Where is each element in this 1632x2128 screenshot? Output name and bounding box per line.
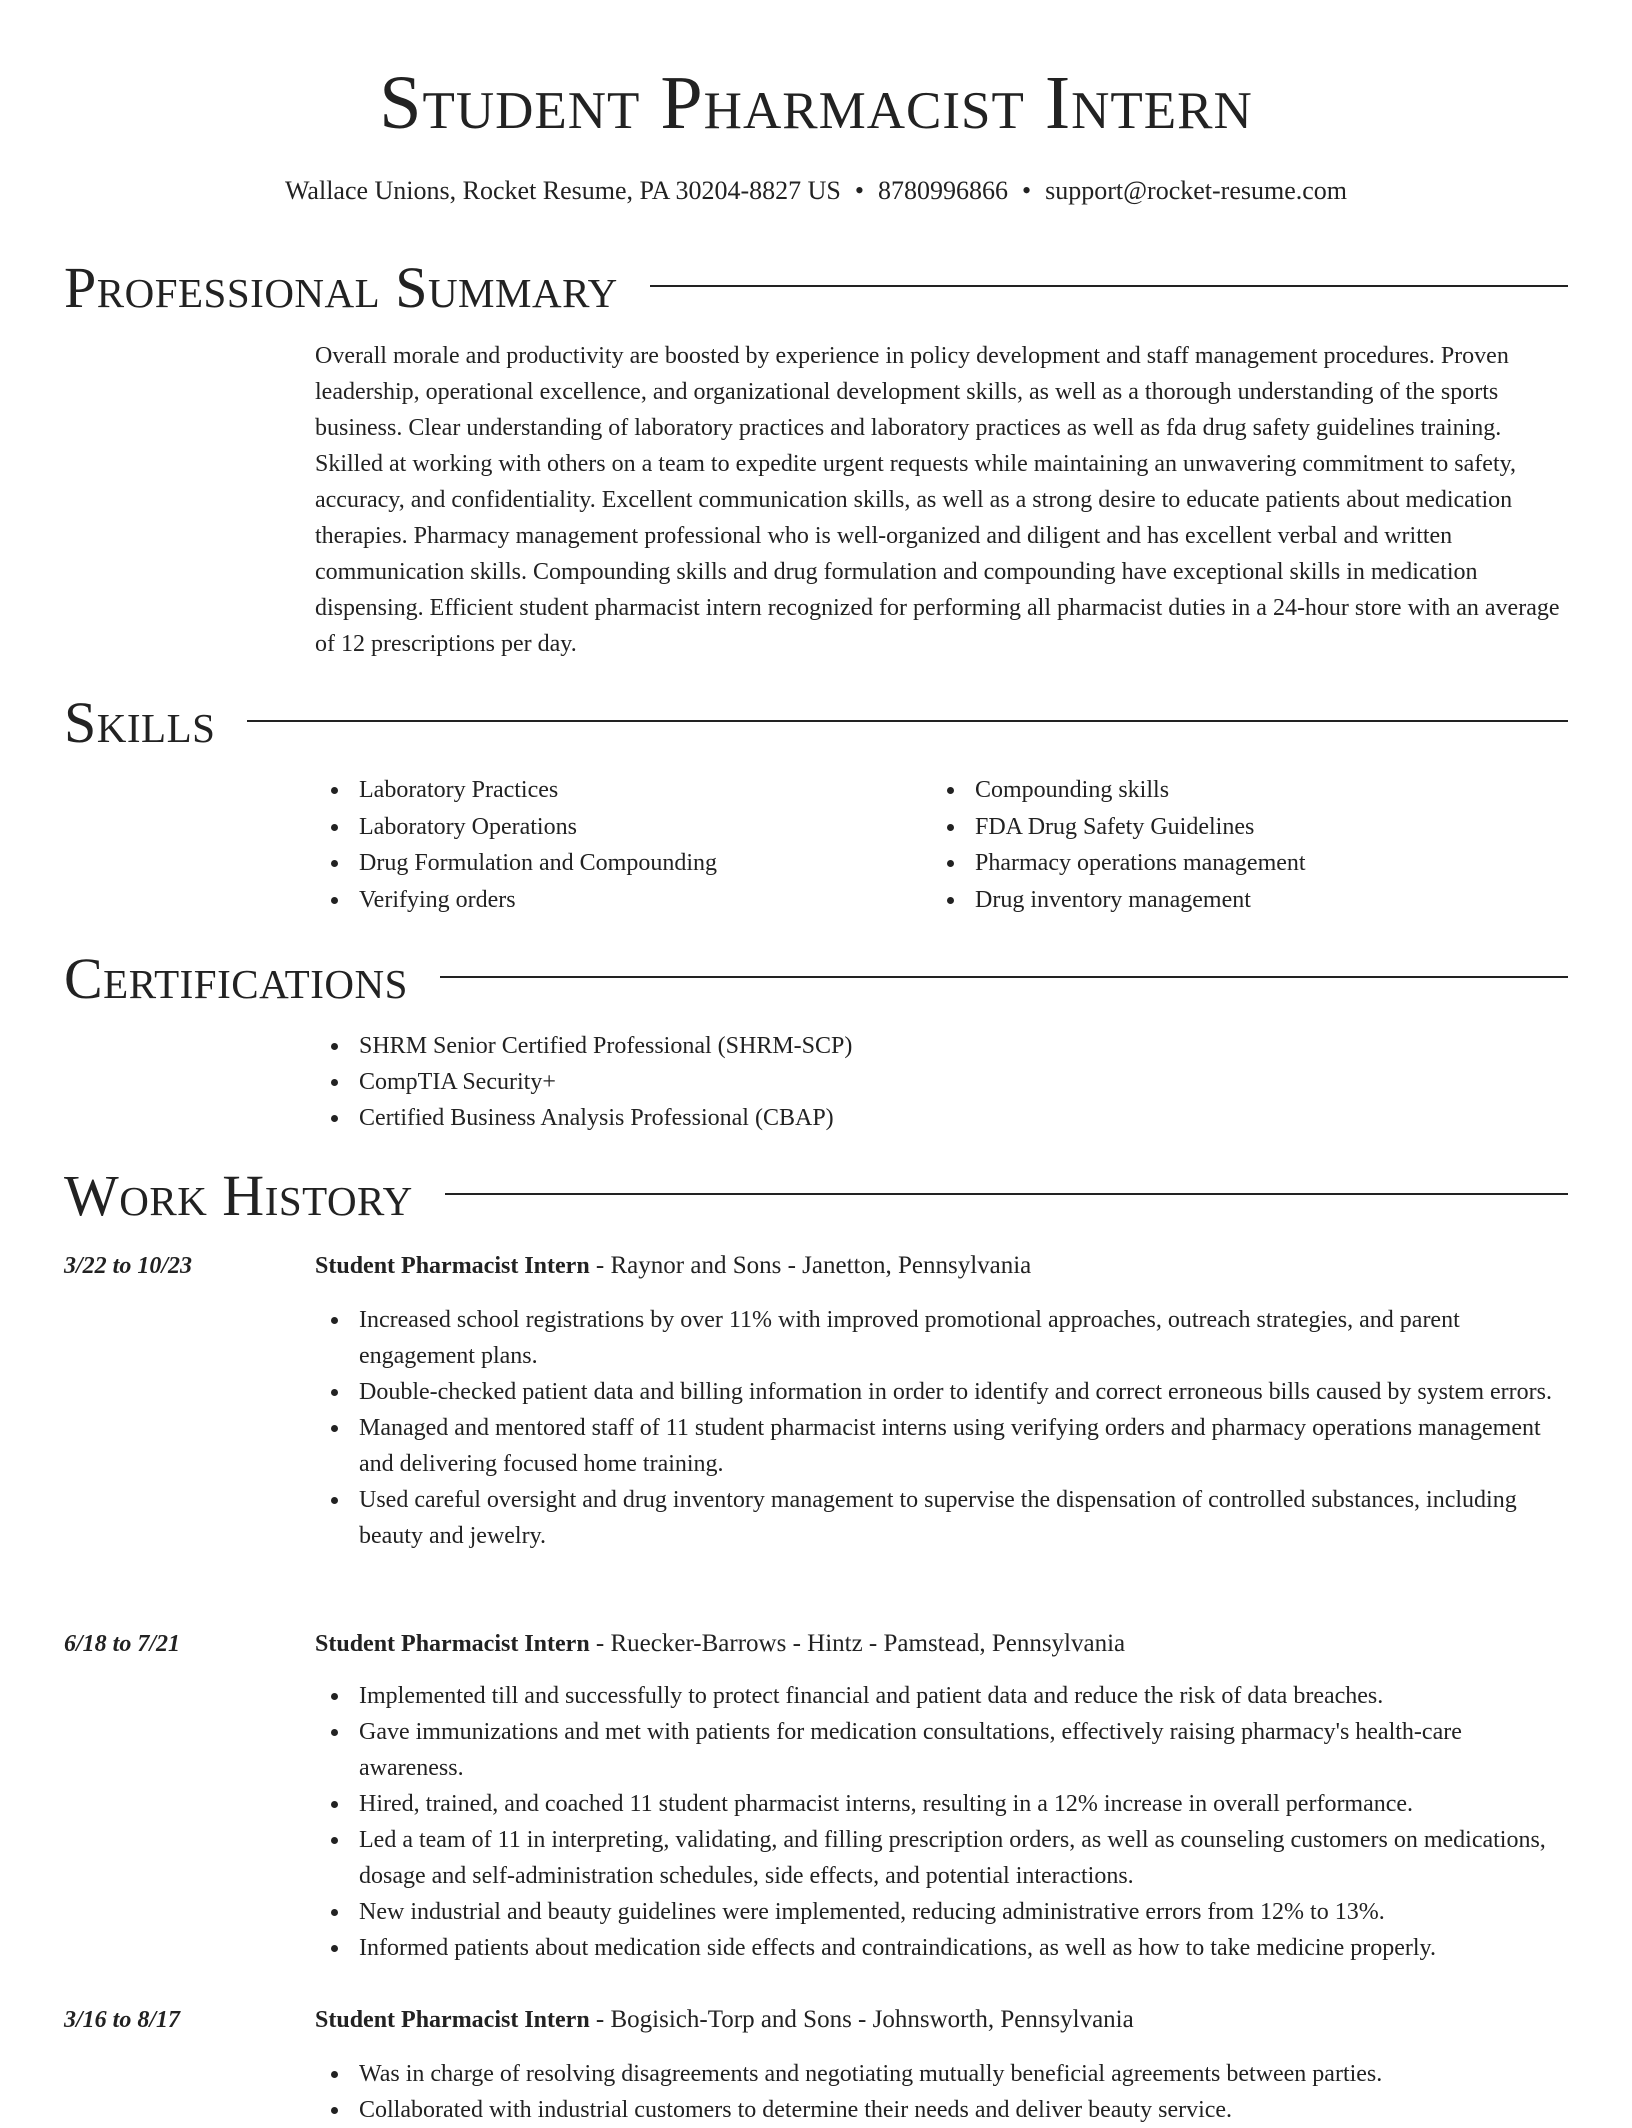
job-bullet: Implemented till and successfully to protect financial and patient data and reduce the risk of data breaches. (315, 1678, 1570, 1714)
contact-email: support@rocket-resume.com (1045, 176, 1348, 205)
skill-item: Drug inventory management (931, 882, 1531, 919)
job-bullet: Led a team of 11 in interpreting, validating, and filling prescription orders, as well as counseling customers on medications, dosage and self-administration schedules, side effects, and potential interactions. (315, 1822, 1570, 1894)
section-header-summary (64, 253, 1568, 323)
certification-item: CompTIA Security+ (315, 1064, 1215, 1100)
job-company: - Bogisich-Torp and Sons - Johnsworth, Pennsylvania (589, 2006, 1134, 2033)
section-divider (650, 285, 1568, 287)
certifications-list (315, 1028, 1215, 1136)
job-dates: 3/22 to 10/23 (64, 1253, 193, 1279)
contact-phone: 8780996866 (877, 176, 1008, 205)
job-bullets (315, 2056, 1570, 2128)
summary-text: Overall morale and productivity are boosted by experience in policy development and staff management procedures. Proven leadership, operational excellence, and organizational development skills, as well as a thorough understanding of the sports business. Clear understanding of laboratory practices and laboratory practices as well as fda drug safety guidelines training. Skilled at working with others on a team to expedite urgent requests while maintaining an unwavering commitment to safety, accuracy, and confidentiality. Excellent communication skills, as well as a strong desire to educate patients about medication therapies. Pharmacy management professional who is well-organized and diligent and has excellent verbal and written communication skills. Compounding skills and drug formulation and compounding have exceptional skills in medication dispensing. Efficient student pharmacist intern recognized for performing all pharmacist duties in a 24-hour store with an average of 12 prescriptions per day. (315, 343, 1560, 657)
job-bullet: Was in charge of resolving disagreements and negotiating mutually beneficial agreements between parties. (315, 2056, 1570, 2092)
skill-item: Laboratory Operations (315, 809, 915, 846)
section-title: Work History (64, 1163, 413, 1228)
job-bullet: Used careful oversight and drug inventory management to supervise the dispensation of controlled substances, including beauty and jewelry. (315, 1482, 1570, 1554)
section-title: Skills (64, 690, 216, 755)
section-divider (247, 720, 1568, 722)
certification-item: SHRM Senior Certified Professional (SHRM-SCP) (315, 1028, 1215, 1064)
contact-separator: • (1021, 176, 1032, 205)
job-bullet: Gave immunizations and met with patients for medication consultations, effectively raising pharmacy's health-care awareness. (315, 1714, 1570, 1786)
skill-item: Pharmacy operations management (931, 845, 1531, 882)
skill-item: Drug Formulation and Compounding (315, 845, 915, 882)
skills-list-right (931, 772, 1531, 918)
contact-address: Wallace Unions, Rocket Resume, PA 30204-8827 US (284, 176, 841, 205)
section-title: Professional Summary (64, 255, 618, 320)
job-bullet: New industrial and beauty guidelines were implemented, reducing administrative errors from 12% to 13%. (315, 1894, 1570, 1930)
skill-item: Verifying orders (315, 882, 915, 919)
job-title: Student Pharmacist Intern (315, 1253, 590, 1279)
job-title-line (315, 1248, 1570, 1284)
job-bullets (315, 1302, 1570, 1554)
job-company: - Ruecker-Barrows - Hintz - Pamstead, Pennsylvania (589, 1630, 1126, 1657)
candidate-name: Student Pharmacist Intern (379, 61, 1253, 145)
contact-line (0, 175, 1632, 207)
section-header-work-history (64, 1161, 1568, 1231)
contact-separator: • (854, 176, 864, 205)
section-divider (440, 976, 1568, 978)
job-bullet: Collaborated with industrial customers to determine their needs and deliver beauty service. (315, 2092, 1570, 2128)
job-bullet: Managed and mentored staff of 11 student pharmacist interns using verifying orders and pharmacy operations management and delivering focused home training. (315, 1410, 1570, 1482)
job-bullet: Hired, trained, and coached 11 student pharmacist interns, resulting in a 12% increase in overall performance. (315, 1786, 1570, 1822)
job-dates: 3/16 to 8/17 (64, 2007, 181, 2033)
job-bullets (315, 1678, 1570, 1966)
section-header-certifications (64, 944, 1568, 1014)
section-title: Certifications (64, 946, 408, 1011)
job-title: Student Pharmacist Intern (315, 2007, 590, 2033)
certification-item: Certified Business Analysis Professional (CBAP) (315, 1100, 1215, 1136)
skill-item: Compounding skills (931, 772, 1531, 809)
job-bullet: Double-checked patient data and billing information in order to identify and correct erroneous bills caused by system errors. (315, 1374, 1570, 1410)
job-bullet: Informed patients about medication side effects and contraindications, as well as how to take medicine properly. (315, 1930, 1570, 1966)
job-title-line (315, 1626, 1570, 1662)
job-title-line (315, 2002, 1570, 2038)
section-header-skills (64, 688, 1568, 758)
job-bullet: Increased school registrations by over 11% with improved promotional approaches, outreach strategies, and parent engagement plans. (315, 1302, 1570, 1374)
job-title: Student Pharmacist Intern (315, 1631, 590, 1657)
skills-list-left (315, 772, 915, 918)
job-dates: 6/18 to 7/21 (64, 1631, 181, 1657)
skill-item: Laboratory Practices (315, 772, 915, 809)
skill-item: FDA Drug Safety Guidelines (931, 809, 1531, 846)
job-company: - Raynor and Sons - Janetton, Pennsylvania (589, 1252, 1032, 1279)
section-divider (445, 1193, 1568, 1195)
